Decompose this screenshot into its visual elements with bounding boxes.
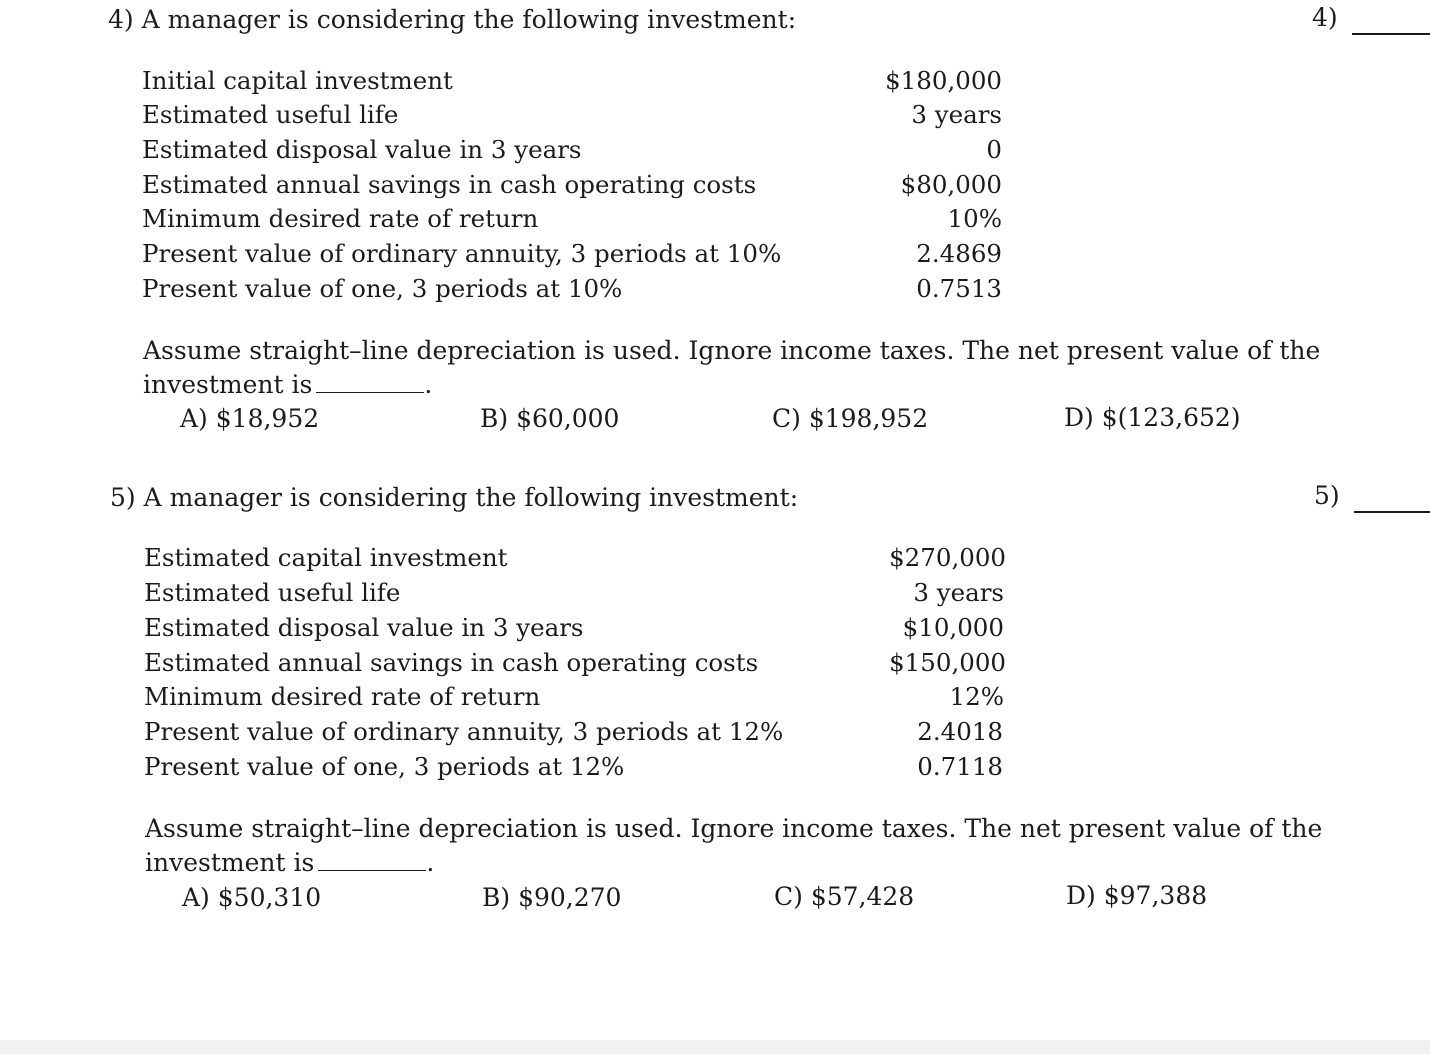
question-prompt: [145, 812, 1322, 880]
question-prompt: [143, 334, 1320, 402]
row-value: 0.7118: [917, 752, 1003, 781]
choice-c[interactable]: C) $57,428: [774, 882, 915, 911]
row-value: 2.4869: [916, 239, 1002, 268]
answer-margin-number: 4): [1312, 3, 1338, 32]
row-label: Estimated annual savings in cash operating costs: [144, 648, 759, 677]
answer-blank-line[interactable]: [1354, 511, 1430, 513]
row-label: Estimated useful life: [142, 100, 399, 129]
row-value: $80,000: [900, 170, 1002, 199]
row-value: $270,000: [889, 543, 1006, 572]
choice-b[interactable]: B) $90,270: [482, 883, 622, 912]
row-value: 12%: [949, 682, 1004, 711]
choice-b[interactable]: B) $60,000: [480, 404, 620, 433]
choice-d[interactable]: D) $97,388: [1066, 881, 1208, 910]
row-label: Present value of ordinary annuity, 3 periods at 10%: [142, 239, 782, 268]
fill-in-blank[interactable]: [318, 850, 426, 871]
prompt-line-2: [143, 368, 1320, 402]
row-value: $10,000: [902, 613, 1004, 642]
fill-in-blank[interactable]: [316, 372, 424, 393]
row-label: Minimum desired rate of return: [142, 204, 539, 233]
row-label: Present value of ordinary annuity, 3 periods at 12%: [144, 717, 784, 746]
choice-a[interactable]: A) $50,310: [182, 883, 322, 912]
prompt-line-2: [145, 846, 1322, 880]
answer-blank-line[interactable]: [1352, 33, 1430, 35]
row-label: Minimum desired rate of return: [144, 682, 541, 711]
row-label: Estimated disposal value in 3 years: [144, 613, 584, 642]
investment-data-table: [142, 66, 1012, 316]
row-value: 10%: [947, 204, 1002, 233]
prompt-end: .: [424, 370, 433, 399]
choice-c[interactable]: C) $198,952: [772, 404, 929, 433]
row-label: Initial capital investment: [142, 66, 453, 95]
answer-margin-number: 5): [1314, 481, 1340, 510]
choice-a[interactable]: A) $18,952: [180, 404, 320, 433]
row-label: Present value of one, 3 periods at 10%: [142, 274, 623, 303]
prompt-line-1: Assume straight–line depreciation is used. Ignore income taxes. The net present value of the: [145, 814, 1323, 843]
row-label: Present value of one, 3 periods at 12%: [144, 752, 625, 781]
row-value: 3 years: [913, 578, 1004, 607]
row-value: 0.7513: [916, 274, 1002, 303]
row-value: 2.4018: [917, 717, 1003, 746]
choice-d[interactable]: D) $(123,652): [1064, 403, 1241, 432]
row-label: Estimated capital investment: [144, 543, 508, 572]
row-value: $150,000: [889, 648, 1006, 677]
row-label: Estimated disposal value in 3 years: [142, 135, 582, 164]
question-heading: 5) A manager is considering the following investment:: [110, 483, 799, 512]
investment-data-table: [144, 543, 1014, 793]
row-value: 0: [986, 135, 1002, 164]
prompt-end: .: [426, 848, 435, 877]
row-label: Estimated useful life: [144, 578, 401, 607]
scan-bottom-edge: [0, 1040, 1430, 1054]
prompt-line-2-text: investment is: [145, 848, 315, 877]
prompt-line-2-text: investment is: [143, 370, 313, 399]
row-label: Estimated annual savings in cash operating costs: [142, 170, 757, 199]
row-value: $180,000: [885, 66, 1002, 95]
row-value: 3 years: [911, 100, 1002, 129]
question-heading: 4) A manager is considering the following investment:: [108, 5, 797, 34]
prompt-line-1: Assume straight–line depreciation is used. Ignore income taxes. The net present value of the: [143, 336, 1321, 365]
